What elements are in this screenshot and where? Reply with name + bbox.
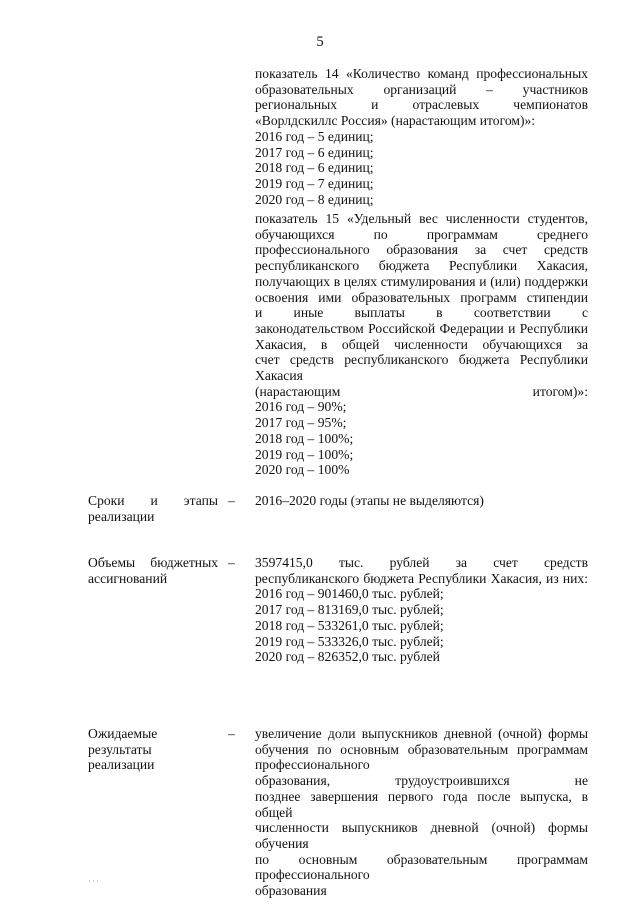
indicator-15-value: 2018 год – 100%; [255, 430, 354, 446]
indicator-15-text-line: законодательством Российской Федерации и Республики [255, 320, 588, 336]
indicator-14-value: 2020 год – 8 единиц; [255, 191, 374, 207]
terms-label [88, 493, 218, 524]
budget-intro [255, 555, 588, 586]
indicator-14-text-line: показатель 14 «Количество команд профессиональных [255, 66, 588, 81]
results-label-line: реализации [88, 757, 155, 773]
indicator-14-value: 2017 год – 6 единиц; [255, 144, 374, 160]
results-text-line: образования [255, 883, 327, 899]
results-text-line: по основным образовательным программам профессионального [255, 851, 588, 883]
indicator-15-text-line: профессионального образования за счет средств [255, 242, 588, 258]
terms-label-line: Сроки и этапы [88, 493, 218, 508]
terms-label-line: реализации [88, 508, 155, 524]
indicator-15-text-line: Хакасия, в общей численности обучающихся за [255, 336, 588, 352]
indicator-15-text-line: показатель 15 «Удельный вес численности студентов, [255, 211, 588, 226]
results-text-line: увеличение доли выпускников дневной (очной) формы [255, 726, 588, 741]
indicator-15-text-line: обучающихся по программам среднего [255, 226, 588, 242]
budget-label-line: Объемы бюджетных [88, 555, 218, 570]
budget-value: 2019 год – 533326,0 тыс. рублей; [255, 633, 444, 649]
budget-value: 2020 год – 826352,0 тыс. рублей [255, 649, 440, 665]
budget-intro-line: 3597415,0 тыс. рублей за счет средств [255, 555, 588, 570]
indicator-15-text-line: (нарастающим итогом)»: [255, 383, 588, 399]
indicator-14-value: 2016 год – 5 единиц; [255, 128, 374, 144]
indicator-15-value: 2019 год – 100%; [255, 446, 354, 462]
indicator-15-value: 2017 год – 95%; [255, 415, 347, 431]
indicator-15-text-line: республиканского бюджета Республики Хакасия, [255, 258, 588, 274]
indicator-14-text-line: образовательных организаций – участников [255, 81, 588, 97]
budget-dash: – [228, 555, 235, 570]
results-text-line: обучения по основным образовательным программам профессионального [255, 741, 588, 773]
indicator-15-block [255, 211, 588, 478]
budget-value: 2017 год – 813169,0 тыс. рублей; [255, 602, 444, 618]
page-number: 5 [316, 34, 324, 50]
results-text [255, 726, 588, 899]
footer-scan-mark: ··· [88, 876, 100, 886]
indicator-14-value: 2018 год – 6 единиц; [255, 160, 374, 176]
results-label-line: Ожидаемые [88, 726, 158, 741]
results-text-line: образования, трудоустроившихся не [255, 773, 588, 789]
results-dash: – [228, 726, 235, 741]
budget-label [88, 555, 218, 586]
indicator-15-value: 2016 год – 90%; [255, 399, 347, 415]
indicator-15-text-line: получающих в целях стимулирования и (или) поддержки [255, 273, 588, 289]
budget-intro-line: республиканского бюджета Республики Хакасия, из них: [255, 570, 588, 586]
budget-block [255, 555, 588, 665]
indicator-14-value: 2019 год – 7 единиц; [255, 175, 374, 191]
indicator-14-text [255, 66, 588, 129]
results-label-line: результаты [88, 741, 152, 757]
budget-value: 2018 год – 533261,0 тыс. рублей; [255, 617, 444, 633]
indicator-14-text-line: «Ворлдскиллс Россия» (нарастающим итогом)»: [255, 113, 536, 129]
indicator-15-text-line: и иные выплаты в соответствии с [255, 305, 588, 321]
indicator-15-text-line: счет средств республиканского бюджета Республики Хакасия [255, 352, 588, 384]
terms-dash: – [228, 493, 235, 508]
budget-value: 2016 год – 901460,0 тыс. рублей; [255, 586, 444, 602]
indicator-15-text [255, 211, 588, 399]
terms-value: 2016–2020 годы (этапы не выделяются) [255, 493, 484, 508]
results-label [88, 726, 218, 773]
results-text-line: численности выпускников дневной (очной) формы обучения [255, 820, 588, 851]
results-text-line: позднее завершения первого года после выпуска, в общей [255, 788, 588, 820]
indicator-14-block [255, 66, 588, 207]
indicator-15-value: 2020 год – 100% [255, 462, 350, 478]
indicator-14-text-line: региональных и отраслевых чемпионатов [255, 97, 588, 113]
indicator-15-text-line: освоения ими образовательных программ стипендии [255, 289, 588, 305]
budget-label-line: ассигнований [88, 570, 168, 586]
